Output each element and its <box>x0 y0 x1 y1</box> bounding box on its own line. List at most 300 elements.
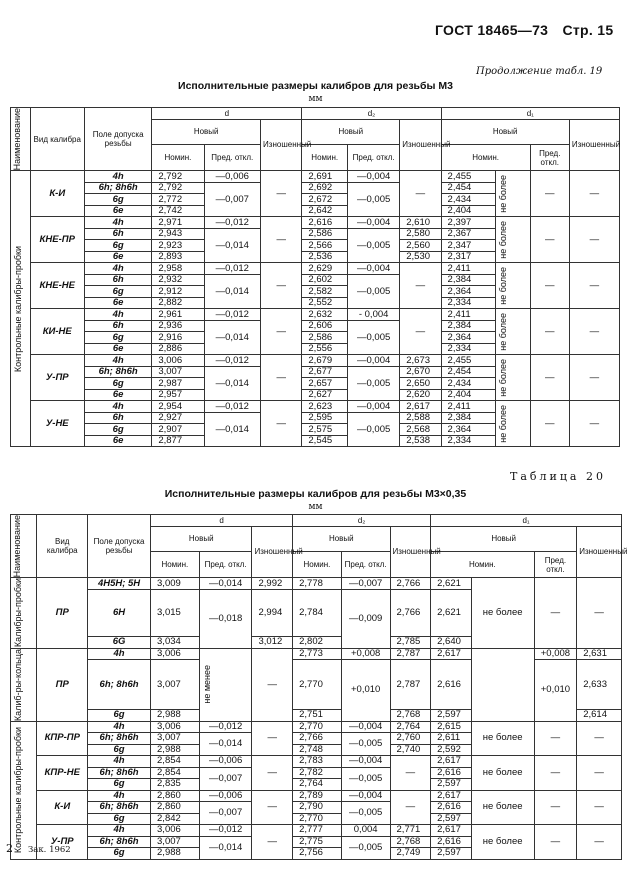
group-label: Калиб-ры-кольца <box>13 648 23 721</box>
table-row <box>11 171 620 183</box>
d2-value: 2,773 <box>293 648 342 660</box>
group-cell <box>11 648 37 721</box>
d2-new-header: Новый <box>302 119 400 145</box>
tolerance-field: 6g <box>88 813 151 825</box>
d2-value: 2,802 <box>293 637 342 649</box>
gauge-type: КПР-НЕ <box>37 756 88 791</box>
tolerance-field: 6h <box>84 228 151 240</box>
d1-value: 2,364 <box>441 332 495 344</box>
d-deviation: —0,012 <box>204 401 261 413</box>
d1-notmore: не более <box>471 721 534 756</box>
d-value: 2,927 <box>152 412 204 424</box>
notmore-label: не более <box>497 221 508 259</box>
d2-value: 2,789 <box>293 790 342 802</box>
d-worn-header: Изношенный <box>252 526 293 578</box>
d-value: 3,007 <box>151 660 200 710</box>
d-value: 2,988 <box>151 710 200 722</box>
d1-value: 2,597 <box>431 779 472 791</box>
d2-deviation: —0,005 <box>348 182 400 217</box>
tolerance-field: 4h <box>88 721 151 733</box>
group-label: Калибры-пробки <box>13 578 23 648</box>
d2-worn: 2,650 <box>400 378 441 390</box>
d1-value: 2,592 <box>431 744 472 756</box>
d1-notmore <box>495 263 530 309</box>
d-deviation: —0,014 <box>204 412 261 447</box>
d-value: 2,877 <box>152 435 204 447</box>
d1-value: 2,617 <box>431 756 472 768</box>
tolerance-field: 4h <box>84 355 151 367</box>
d1-value: 2,411 <box>441 401 495 413</box>
d-value: 2,988 <box>151 744 200 756</box>
gauge-type: ПР <box>37 648 88 721</box>
d2-value: 2,536 <box>302 251 348 263</box>
d2-deviation: —0,004 <box>348 217 400 229</box>
d1-deviation: — <box>530 263 569 309</box>
gauge-type: У-ПР <box>30 355 84 401</box>
tolerance-field: 4h <box>88 648 151 660</box>
d2-worn: — <box>400 171 441 217</box>
d2-value: 2,677 <box>302 366 348 378</box>
d-deviation: —0,014 <box>204 274 261 309</box>
d-new-header: Новый <box>151 526 252 552</box>
d-worn: — <box>252 648 293 721</box>
tolerance-field: 6g <box>84 332 151 344</box>
standard-header <box>435 22 613 38</box>
d2-worn: 2,787 <box>390 660 431 710</box>
d-value: 2,954 <box>152 401 204 413</box>
d2-worn: 2,673 <box>400 355 441 367</box>
d-deviation: —0,006 <box>199 790 252 802</box>
d-value: 2,860 <box>151 802 200 814</box>
d1-value: 2,616 <box>431 767 472 779</box>
d2-value: 2,595 <box>302 412 348 424</box>
d-value: 2,882 <box>152 297 204 309</box>
d2-value: 2,672 <box>302 194 348 206</box>
d2-deviation: —0,005 <box>348 366 400 401</box>
d-value: 2,932 <box>152 274 204 286</box>
d-deviation: —0,018 <box>199 589 252 648</box>
d1-deviation: — <box>530 401 569 447</box>
notmore-label: не более <box>497 267 508 305</box>
d1-notmore <box>495 355 530 401</box>
d1-value: 2,617 <box>431 648 472 660</box>
d-worn: — <box>252 721 293 756</box>
d1-value: 2,616 <box>431 802 472 814</box>
tolerance-field: 6g <box>84 378 151 390</box>
d1-deviation: — <box>534 756 577 791</box>
tolerance-field: 6h; 8h6h <box>88 767 151 779</box>
d2-dev-header: Пред. откл. <box>348 145 400 171</box>
d1-notmore <box>495 171 530 217</box>
d2-value: 2,606 <box>302 320 348 332</box>
d-worn: — <box>252 756 293 791</box>
d-value: 2,961 <box>152 309 204 321</box>
d-worn: — <box>252 790 293 825</box>
d1-blank <box>471 648 534 721</box>
d2-deviation: +0,010 <box>341 660 390 722</box>
d2-deviation: —0,005 <box>348 320 400 355</box>
d-value: 2,854 <box>151 756 200 768</box>
d1-deviation: +0,010 <box>534 660 577 722</box>
gauge-type: У-НЕ <box>30 401 84 447</box>
d-header: d <box>151 515 293 527</box>
d2-deviation: —0,005 <box>341 802 390 825</box>
d2-worn: — <box>390 790 431 825</box>
d2-worn: 2,568 <box>400 424 441 436</box>
d-value: 2,987 <box>152 378 204 390</box>
d1-value: 2,455 <box>441 171 495 183</box>
tolerance-field: 6g <box>88 710 151 722</box>
d1-value: 2,411 <box>441 263 495 275</box>
d1-worn: — <box>577 790 622 825</box>
d-worn-header: Изношенный <box>261 119 302 171</box>
group-cell <box>11 721 37 859</box>
d2-deviation: —0,004 <box>341 721 390 733</box>
d2-worn: 2,768 <box>390 710 431 722</box>
d2-value: 2,766 <box>293 733 342 745</box>
tolerance-field: 4h <box>88 756 151 768</box>
d1-worn-header: Изношенный <box>577 526 622 578</box>
tolerance-field: 6h <box>84 274 151 286</box>
d-value: 2,907 <box>152 424 204 436</box>
d2-worn: 2,580 <box>400 228 441 240</box>
d2-worn: 2,771 <box>390 825 431 837</box>
d2-value: 2,691 <box>302 171 348 183</box>
d1-notmore: не более <box>471 578 534 648</box>
d2-worn: 2,588 <box>400 412 441 424</box>
d1-worn: — <box>569 309 619 355</box>
d2-value: 2,566 <box>302 240 348 252</box>
vid-header: Вид калибра <box>30 108 84 171</box>
table-row <box>11 355 620 367</box>
group-label: Контрольные калибры-пробки <box>13 727 23 854</box>
tolerance-field: 6h; 8h6h <box>88 802 151 814</box>
d1-value: 2,364 <box>441 424 495 436</box>
d2-value: 2,790 <box>293 802 342 814</box>
d-value: 2,893 <box>152 251 204 263</box>
d1-value: 2,615 <box>431 721 472 733</box>
d-worn: — <box>261 263 302 309</box>
d1-dev-header: Пред. откл. <box>530 145 569 171</box>
d2-worn: 2,764 <box>390 721 431 733</box>
d-nom-header: Номин. <box>151 552 200 578</box>
d2-worn-header: Изношенный <box>390 526 431 578</box>
d2-deviation: —0,005 <box>341 836 390 859</box>
d-value: 3,006 <box>151 648 200 660</box>
d1-value: 2,640 <box>431 637 472 649</box>
d2-deviation: —0,004 <box>341 790 390 802</box>
d2-value: 2,556 <box>302 343 348 355</box>
d2-value: 2,692 <box>302 182 348 194</box>
d2-value: 2,602 <box>302 274 348 286</box>
d2-deviation: —0,007 <box>341 578 390 590</box>
tolerance-field: 6e <box>84 389 151 401</box>
table20-unit: мм <box>308 502 323 512</box>
d-value: 3,007 <box>152 366 204 378</box>
tolerance-field: 4h <box>84 263 151 275</box>
d-deviation: —0,006 <box>204 171 261 183</box>
d-deviation: —0,007 <box>199 802 252 825</box>
d1-worn: — <box>569 401 619 447</box>
table20-label: Таблица 20 <box>510 470 606 483</box>
d1-value: 2,397 <box>441 217 495 229</box>
tolerance-field: 6h; 8h6h <box>88 660 151 710</box>
d-value: 3,006 <box>152 355 204 367</box>
table-row <box>11 721 622 733</box>
d2-deviation: —0,004 <box>341 756 390 768</box>
d2-worn: 2,787 <box>390 648 431 660</box>
d-worn: 2,992 <box>252 578 293 590</box>
d2-new-header: Новый <box>293 526 390 552</box>
d1-value: 2,621 <box>431 578 472 590</box>
d-worn: — <box>261 309 302 355</box>
standard-number: ГОСТ 18465—73 <box>435 22 549 38</box>
d1-value: 2,611 <box>431 733 472 745</box>
d2-nom-header: Номин. <box>302 145 348 171</box>
d1-worn: 2,614 <box>577 710 622 722</box>
d2-header: d₂ <box>293 515 431 527</box>
d1-deviation: — <box>534 721 577 756</box>
d2-worn: 2,740 <box>390 744 431 756</box>
d1-nom-header: Номин. <box>431 552 535 578</box>
d-value: 2,958 <box>152 263 204 275</box>
d1-value: 2,317 <box>441 251 495 263</box>
naimenovanie-header <box>11 108 31 171</box>
d2-value: 2,756 <box>293 848 342 860</box>
tolerance-field: 6h; 8h6h <box>88 836 151 848</box>
notmore-label: не более <box>497 359 508 397</box>
d2-value: 2,616 <box>302 217 348 229</box>
table-row <box>11 790 622 802</box>
tolerance-field: 6g <box>84 194 151 206</box>
d2-worn: 2,530 <box>400 251 441 263</box>
d2-header: d₂ <box>302 108 441 120</box>
d2-worn: — <box>400 263 441 309</box>
gauge-type: К-И <box>30 171 84 217</box>
d-dev-header: Пред. откл. <box>204 145 261 171</box>
d1-value: 2,384 <box>441 274 495 286</box>
naimenovanie-label: Наименование <box>12 108 22 171</box>
d1-header: d₁ <box>441 108 619 120</box>
d2-value: 2,575 <box>302 424 348 436</box>
d2-deviation: —0,005 <box>348 412 400 447</box>
gauge-type: КНЕ-НЕ <box>30 263 84 309</box>
d2-worn: 2,766 <box>390 578 431 590</box>
d1-notmore <box>495 217 530 263</box>
d2-value: 2,642 <box>302 205 348 217</box>
d-value: 2,854 <box>151 767 200 779</box>
tolerance-field: 6g <box>84 240 151 252</box>
d2-deviation: —0,005 <box>341 767 390 790</box>
continuation-note: Продолжение табл. 19 <box>476 66 603 77</box>
d2-worn: 2,560 <box>400 240 441 252</box>
d2-dev-header: Пред. откл. <box>341 552 390 578</box>
d1-worn: — <box>569 355 619 401</box>
d-deviation: —0,012 <box>199 825 252 837</box>
tolerance-header: Поле допуска резьбы <box>84 108 151 171</box>
d1-value: 2,334 <box>441 435 495 447</box>
d1-worn: — <box>577 756 622 791</box>
d-value: 2,988 <box>151 848 200 860</box>
tolerance-field: 6g <box>88 848 151 860</box>
d1-notmore: не более <box>471 825 534 860</box>
table19-title: Исполнительные размеры калибров для резьбы М3 <box>178 80 453 92</box>
d2-value: 2,552 <box>302 297 348 309</box>
d1-notmore <box>495 309 530 355</box>
d2-deviation: —0,004 <box>348 263 400 275</box>
d-worn: 2,994 <box>252 589 293 636</box>
d2-worn: — <box>390 756 431 791</box>
d-value: 3,007 <box>151 836 200 848</box>
table-row <box>11 263 620 275</box>
tolerance-field: 6g <box>84 424 151 436</box>
table-row <box>11 309 620 321</box>
d1-worn: — <box>569 171 619 217</box>
tolerance-field: 4h <box>84 171 151 183</box>
d-deviation: —0,007 <box>199 767 252 790</box>
d-deviation: —0,012 <box>204 355 261 367</box>
d1-deviation: — <box>530 355 569 401</box>
d1-new-header: Новый <box>441 119 569 145</box>
d-worn: — <box>261 217 302 263</box>
d-worn: — <box>261 401 302 447</box>
d1-deviation: — <box>530 217 569 263</box>
d1-value: 2,597 <box>431 848 472 860</box>
d1-worn: — <box>569 263 619 309</box>
d1-deviation: +0,008 <box>534 648 577 660</box>
d1-deviation: — <box>530 309 569 355</box>
d2-value: 2,657 <box>302 378 348 390</box>
tolerance-field: 6e <box>84 251 151 263</box>
d1-value: 2,347 <box>441 240 495 252</box>
d2-value: 2,582 <box>302 286 348 298</box>
d-dev-header: Пред. откл. <box>199 552 252 578</box>
d2-value: 2,632 <box>302 309 348 321</box>
d1-value: 2,454 <box>441 366 495 378</box>
d-value: 2,860 <box>151 790 200 802</box>
d1-nom-header: Номин. <box>441 145 530 171</box>
d-new-header: Новый <box>152 119 261 145</box>
d-value: 3,034 <box>151 637 200 649</box>
d1-value: 2,434 <box>441 378 495 390</box>
d2-worn: 2,620 <box>400 389 441 401</box>
d2-deviation: 0,004 <box>341 825 390 837</box>
table-row <box>11 825 622 837</box>
d2-deviation: —0,004 <box>348 355 400 367</box>
tolerance-field: 6h <box>84 320 151 332</box>
d1-header: d₁ <box>431 515 622 527</box>
d2-worn: 2,610 <box>400 217 441 229</box>
tolerance-field: 6e <box>84 297 151 309</box>
d2-deviation: —0,009 <box>341 589 390 648</box>
tolerance-field: 6h; 8h6h <box>88 733 151 745</box>
tolerance-field: 6e <box>84 343 151 355</box>
d2-deviation: +0,008 <box>341 648 390 660</box>
d1-deviation: — <box>534 578 577 648</box>
d-value: 2,971 <box>152 217 204 229</box>
d2-deviation: —0,004 <box>348 401 400 413</box>
naimenovanie-label: Наименование <box>12 515 22 578</box>
gauge-type: У-ПР <box>37 825 88 860</box>
d1-notmore <box>495 401 530 447</box>
tolerance-field: 6h; 8h6h <box>84 182 151 194</box>
d1-deviation: — <box>534 790 577 825</box>
d2-worn: 2,766 <box>390 589 431 636</box>
d2-worn: — <box>400 309 441 355</box>
tolerance-field: 4H5H; 5H <box>88 578 151 590</box>
table20-grid <box>10 514 628 860</box>
d-value: 2,912 <box>152 286 204 298</box>
d2-worn: 2,760 <box>390 733 431 745</box>
d2-worn: 2,617 <box>400 401 441 413</box>
d-value: 2,792 <box>152 171 204 183</box>
d2-value: 2,778 <box>293 578 342 590</box>
d1-notmore: не более <box>471 756 534 791</box>
group-label: Контрольные калибры-пробки <box>13 245 23 372</box>
d1-value: 2,367 <box>441 228 495 240</box>
d2-nom-header: Номин. <box>293 552 342 578</box>
d-value: 2,957 <box>152 389 204 401</box>
table-row <box>11 648 622 660</box>
notmore-label: не более <box>497 175 508 213</box>
tolerance-field: 4h <box>84 309 151 321</box>
d1-value: 2,384 <box>441 320 495 332</box>
d1-dev-header: Пред. откл. <box>534 552 577 578</box>
d2-value: 2,751 <box>293 710 342 722</box>
vid-header: Вид калибра <box>37 515 88 578</box>
d1-value: 2,404 <box>441 389 495 401</box>
d-value: 3,006 <box>151 825 200 837</box>
d2-value: 2,748 <box>293 744 342 756</box>
d-deviation: —0,012 <box>204 217 261 229</box>
d-deviation: —0,014 <box>204 320 261 355</box>
d1-value: 2,334 <box>441 297 495 309</box>
d1-value: 2,334 <box>441 343 495 355</box>
gauge-type: КПР-ПР <box>37 721 88 756</box>
d-deviation: —0,012 <box>204 309 261 321</box>
d-deviation <box>199 648 252 721</box>
d2-value: 2,770 <box>293 813 342 825</box>
d1-worn: — <box>569 217 619 263</box>
d1-worn-header: Изношенный <box>569 119 619 171</box>
gauge-type: ПР <box>37 578 88 648</box>
d2-deviation: —0,005 <box>348 228 400 263</box>
tolerance-field: 6G <box>88 637 151 649</box>
d-value: 2,886 <box>152 343 204 355</box>
table-row <box>11 401 620 413</box>
d2-value: 2,782 <box>293 767 342 779</box>
d-deviation: —0,014 <box>199 733 252 756</box>
d2-value: 2,764 <box>293 779 342 791</box>
d1-value: 2,616 <box>431 660 472 710</box>
d1-new-header: Новый <box>431 526 577 552</box>
d-value: 2,936 <box>152 320 204 332</box>
notmore-label: не более <box>497 313 508 351</box>
d1-value: 2,434 <box>441 194 495 206</box>
table19-unit: мм <box>308 94 323 104</box>
tolerance-field: 6e <box>84 205 151 217</box>
d1-worn: — <box>577 721 622 756</box>
tolerance-field: 4h <box>88 790 151 802</box>
d-worn: — <box>252 825 293 860</box>
d2-worn: 2,538 <box>400 435 441 447</box>
tolerance-field: 4h <box>84 217 151 229</box>
d-value: 3,015 <box>151 589 200 636</box>
tolerance-field: 6H <box>88 589 151 636</box>
d1-worn: 2,631 <box>577 648 622 660</box>
group-cell <box>11 171 31 447</box>
d-header: d <box>152 108 302 120</box>
